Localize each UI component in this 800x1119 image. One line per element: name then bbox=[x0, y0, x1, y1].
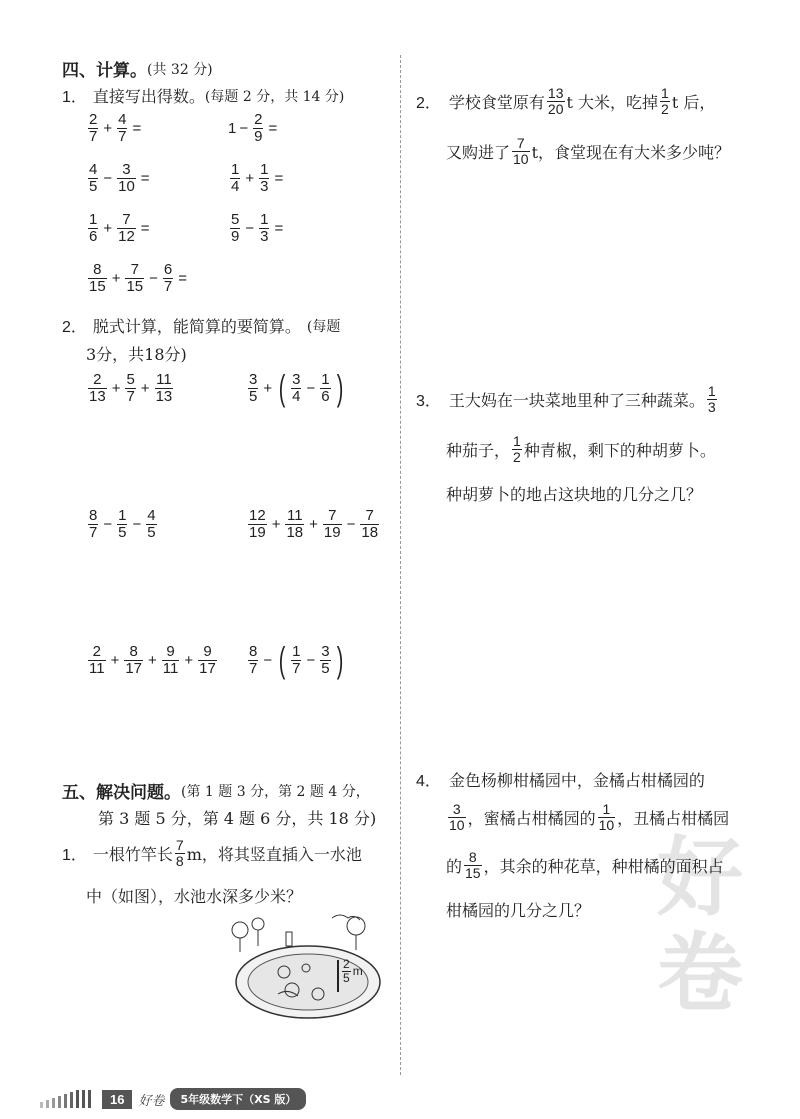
expr-2-5: $\frac{2}{11}$ + $\frac{8}{17}$ + $\frac{9}{11}$ + $\frac{9}{17}$ bbox=[89, 643, 216, 677]
expr-2-4: $\frac{12}{19}$ + $\frac{11}{18}$ + $\frac{7}{19}$ − $\frac{7}{18}$ bbox=[249, 507, 379, 541]
section-5-points-2: 第 3 题 5 分，第 4 题 6 分，共 18 分) bbox=[98, 809, 377, 828]
r-q4-line-1: 4． 金色杨柳柑橘园中，金橘占柑橘园的 bbox=[416, 768, 705, 791]
r-q4-line-2: 3 10 ，蜜橘占柑橘园的 1 10 ，丑橘占柑橘园 bbox=[449, 801, 730, 833]
q2-text: 脱式计算，能简算的要简算。 bbox=[92, 317, 301, 336]
page-footer bbox=[40, 1088, 306, 1110]
q1-heading bbox=[62, 84, 344, 107]
pond-depth-label: 2 5 m bbox=[343, 957, 363, 985]
q2-points-2: 3分，共18分) bbox=[86, 345, 187, 364]
page-number: 16 bbox=[102, 1090, 132, 1109]
section-5-title: 五、解决问题。 bbox=[62, 783, 181, 803]
watermark-char-1: 好 bbox=[657, 828, 743, 928]
expr-2-2: $\frac{3}{5}$ + ( $\frac{3}{4}$ − $\frac{1}{6}$ ) bbox=[249, 367, 343, 408]
r-q3-number: 3． bbox=[416, 392, 441, 410]
expr-2-3: $\frac{8}{7}$ − $\frac{1}{5}$ − $\frac{4}{5}$ bbox=[89, 507, 156, 541]
column-divider bbox=[400, 55, 401, 1075]
q1-points: (每题 2 分，共 14 分) bbox=[204, 88, 345, 105]
section-5-heading bbox=[62, 778, 370, 803]
expr-2-1: $\frac{2}{13}$ + $\frac{5}{7}$ + $\frac{11}{13}$ bbox=[89, 371, 173, 405]
r-q2-number: 2． bbox=[416, 94, 441, 112]
watermark-char-2: 卷 bbox=[657, 924, 743, 1024]
pond-figure bbox=[228, 912, 388, 1024]
r-q2-line-2: 又购进了 7 10 t，食堂现在有大米多少吨？ bbox=[446, 135, 731, 167]
r-q2-line-1: 2． 学校食堂原有 13 20 t 大米，吃掉 1 2 t 后， bbox=[416, 85, 716, 117]
expr-1-6: $\frac{5}{9}$ − $\frac{1}{3}$ = bbox=[231, 211, 284, 245]
r-q4-line-4: 柑橘园的几分之几？ bbox=[446, 901, 591, 920]
r-q3-line-1: 3． 王大妈在一块菜地里种了三种蔬菜。 1 3 bbox=[416, 383, 716, 415]
section-5-points-line-2 bbox=[98, 806, 376, 829]
s5-q1-number: 1． bbox=[62, 846, 87, 864]
section-4-points: (共 32 分) bbox=[147, 61, 213, 78]
expr-1-4: $\frac{1}{4}$ + $\frac{1}{3}$ = bbox=[231, 161, 284, 195]
q2-number: 2． bbox=[62, 319, 87, 336]
section-5-points-1: (第 1 题 3 分，第 2 题 4 分， bbox=[181, 783, 370, 800]
footer-brand: 好卷 bbox=[138, 1093, 165, 1109]
section-4-heading bbox=[62, 56, 213, 81]
r-q4-line-3: 的 8 15 ，其余的种花草，种柑橘的面积占 bbox=[446, 849, 724, 881]
r-q4-number: 4． bbox=[416, 773, 441, 790]
expr-1-1: $\frac{2}{7}$ + $\frac{4}{7}$ = bbox=[89, 111, 142, 145]
s5-q1-line-1: 1． 一根竹竿长 7 8 m，将其竖直插入一水池 bbox=[62, 837, 362, 869]
q2-points-line-2 bbox=[86, 342, 187, 365]
footer-bars-icon bbox=[40, 1090, 98, 1108]
q1-number: 1． bbox=[62, 89, 87, 106]
footer-book-title: 5年级数学下（XS 版） bbox=[170, 1088, 306, 1110]
q1-text: 直接写出得数。 bbox=[92, 87, 205, 106]
r-q3-line-3: 种胡萝卜的地占这块地的几分之几？ bbox=[446, 485, 703, 504]
expr-1-7: $\frac{8}{15}$ + $\frac{7}{15}$ − $\frac{6}{7}$ = bbox=[89, 261, 188, 295]
q2-heading bbox=[62, 314, 340, 337]
expr-1-3: $\frac{4}{5}$ − $\frac{3}{10}$ = bbox=[89, 161, 150, 195]
expr-2-6: $\frac{8}{7}$ − ( $\frac{1}{7}$ − $\frac{3}{5}$ ) bbox=[249, 639, 343, 680]
expr-1-2: 1 − $\frac{2}{9}$ = bbox=[228, 111, 278, 145]
section-4-title: 四、计算。 bbox=[62, 61, 147, 81]
q2-points-1: (每题 bbox=[306, 318, 341, 335]
s5-q1-line-2: 中（如图），水池水深多少米？ bbox=[86, 887, 303, 906]
r-q3-line-2: 种茄子， 1 2 种青椒，剩下的种胡萝卜。 bbox=[446, 433, 716, 465]
expr-1-5: $\frac{1}{6}$ + $\frac{7}{12}$ = bbox=[89, 211, 150, 245]
